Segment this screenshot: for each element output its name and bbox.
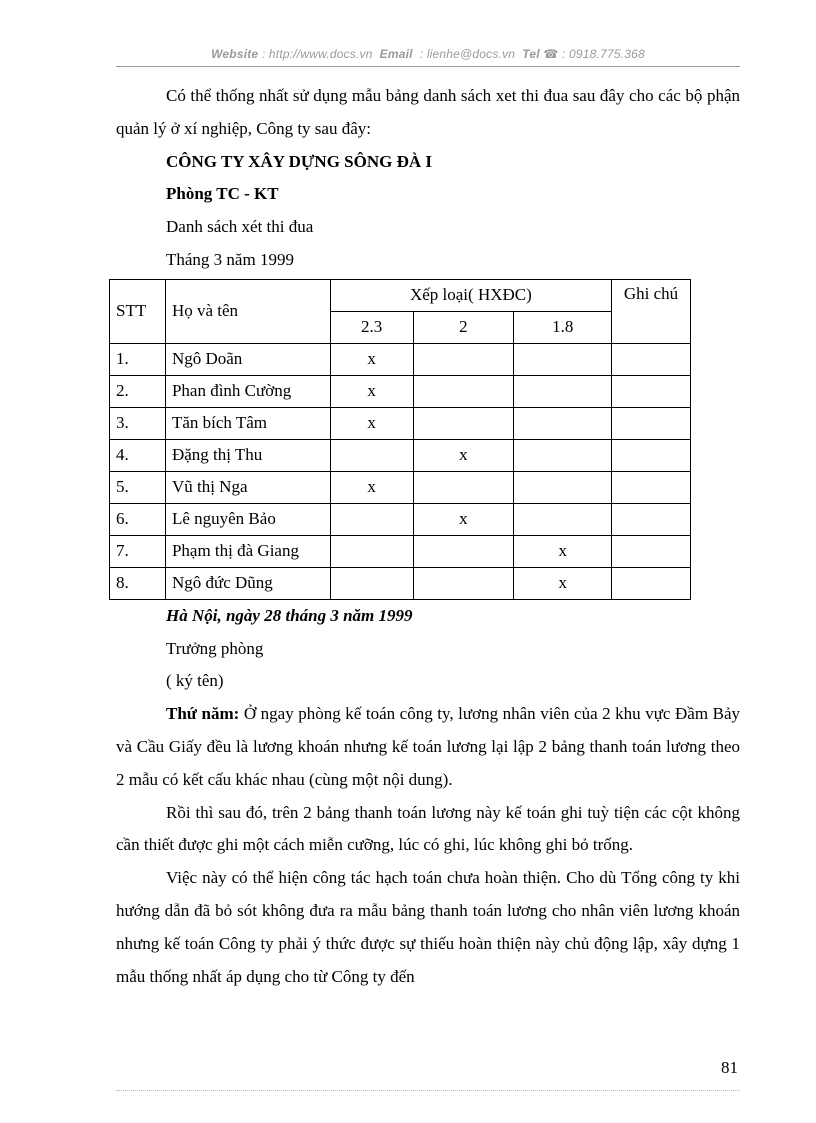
cell-name: Vũ thị Nga bbox=[165, 471, 330, 503]
cell-rank-3 bbox=[514, 407, 612, 439]
cell-rank-1: x bbox=[330, 343, 413, 375]
tel-value: ☎ : 0918.775.368 bbox=[543, 47, 645, 61]
cell-note bbox=[612, 407, 691, 439]
cell-rank-1: x bbox=[330, 471, 413, 503]
cell-rank-1 bbox=[330, 503, 413, 535]
cell-name: Tăn bích Tâm bbox=[165, 407, 330, 439]
header-divider bbox=[116, 66, 740, 67]
paragraph-5-text: Ở ngay phòng kế toán công ty, lương nhân viên của 2 khu vực Đầm Bảy và Cầu Giấy đều là lương khoán nhưng kế toán lương lại lập 2 bảng thanh toán lương theo 2 mẫu có kết cấu khác nhau (cùng một nội dung). bbox=[116, 704, 740, 789]
table-row bbox=[110, 535, 691, 567]
cell-stt: 7. bbox=[110, 535, 166, 567]
cell-rank-2: x bbox=[413, 439, 514, 471]
company-name: CÔNG TY XÂY DỰNG SÔNG ĐÀ I bbox=[166, 151, 433, 171]
paragraph-5 bbox=[116, 698, 740, 796]
tel-label: Tel bbox=[522, 47, 540, 61]
cell-rank-3 bbox=[514, 375, 612, 407]
sign-note: ( ký tên) bbox=[166, 671, 224, 691]
cell-note bbox=[612, 471, 691, 503]
cell-name: Phạm thị đà Giang bbox=[165, 535, 330, 567]
cell-note bbox=[612, 439, 691, 471]
cell-stt: 4. bbox=[110, 439, 166, 471]
subheader-rank-3: 1.8 bbox=[514, 311, 612, 343]
cell-rank-3 bbox=[514, 439, 612, 471]
cell-note bbox=[612, 343, 691, 375]
subheader-rank-2: 2 bbox=[413, 311, 514, 343]
cell-rank-3 bbox=[514, 343, 612, 375]
cell-name: Phan đình Cường bbox=[165, 375, 330, 407]
cell-rank-1: x bbox=[330, 375, 413, 407]
table-row bbox=[110, 407, 691, 439]
table-row bbox=[110, 567, 691, 599]
cell-rank-2 bbox=[413, 343, 514, 375]
cell-rank-1: x bbox=[330, 407, 413, 439]
table-row bbox=[110, 503, 691, 535]
paragraph-7: Việc này có thể hiện công tác hạch toán chưa hoàn thiện. Cho dù Tổng công ty khi hướng dẫn đã bỏ sót không đưa ra mẫu bảng thanh toán lương cho nhân viên lương khoán nhưng kế toán Công ty phải ý thức được sự thiếu hoàn thiện này chủ động lập, xây dựng 1 mẫu thống nhất áp dụng cho từ Công ty đến bbox=[116, 868, 740, 986]
intro-paragraph: Có thể thống nhất sử dụng mẫu bảng danh sách xet thi đua sau đây cho các bộ phận quản lý ở xí nghiệp, Công ty sau đây: bbox=[116, 86, 740, 138]
cell-rank-1 bbox=[330, 439, 413, 471]
page-header bbox=[116, 47, 740, 61]
table-row bbox=[110, 471, 691, 503]
footer-divider bbox=[116, 1090, 740, 1091]
table-row bbox=[110, 375, 691, 407]
cell-rank-2 bbox=[413, 471, 514, 503]
cell-rank-3: x bbox=[514, 567, 612, 599]
cell-rank-2 bbox=[413, 567, 514, 599]
email-value: : lienhe@docs.vn bbox=[419, 47, 516, 61]
header-note: Ghi chú bbox=[612, 279, 691, 343]
cell-stt: 1. bbox=[110, 343, 166, 375]
cell-rank-2 bbox=[413, 407, 514, 439]
table-header-row bbox=[110, 279, 691, 311]
cell-stt: 6. bbox=[110, 503, 166, 535]
cell-note bbox=[612, 375, 691, 407]
department-name: Phòng TC - KT bbox=[166, 184, 279, 204]
cell-rank-1 bbox=[330, 535, 413, 567]
header-name: Họ và tên bbox=[165, 279, 330, 343]
cell-rank-2 bbox=[413, 535, 514, 567]
email-label: Email bbox=[379, 47, 413, 61]
cell-rank-2: x bbox=[413, 503, 514, 535]
cell-rank-3 bbox=[514, 503, 612, 535]
document-body bbox=[116, 80, 740, 993]
cell-stt: 8. bbox=[110, 567, 166, 599]
cell-name: Lê nguyên Bảo bbox=[165, 503, 330, 535]
table-row bbox=[110, 343, 691, 375]
cell-note bbox=[612, 567, 691, 599]
cell-rank-3 bbox=[514, 471, 612, 503]
header-rank: Xếp loại( HXĐC) bbox=[330, 279, 611, 311]
cell-rank-2 bbox=[413, 375, 514, 407]
cell-rank-1 bbox=[330, 567, 413, 599]
list-title: Danh sách xét thi đua bbox=[166, 217, 314, 237]
cell-stt: 3. bbox=[110, 407, 166, 439]
website-label: Website bbox=[211, 47, 259, 61]
paragraph-5-label: Thứ năm: bbox=[166, 704, 240, 724]
ranking-table bbox=[109, 279, 691, 600]
paragraph-6: Rồi thì sau đó, trên 2 bảng thanh toán lương này kế toán ghi tuỳ tiện các cột không cần thiết được ghi một cách miễn cưỡng, lúc có ghi, lúc không ghi bỏ trống. bbox=[116, 802, 740, 855]
cell-name: Ngô đức Dũng bbox=[165, 567, 330, 599]
cell-note bbox=[612, 535, 691, 567]
cell-note bbox=[612, 503, 691, 535]
subheader-rank-1: 2.3 bbox=[330, 311, 413, 343]
signer-title: Trưởng phòng bbox=[166, 638, 264, 658]
header-stt: STT bbox=[110, 279, 166, 343]
place-date: Hà Nội, ngày 28 tháng 3 năm 1999 bbox=[166, 605, 413, 625]
cell-name: Ngô Doãn bbox=[165, 343, 330, 375]
cell-stt: 2. bbox=[110, 375, 166, 407]
cell-rank-3: x bbox=[514, 535, 612, 567]
list-month: Tháng 3 năm 1999 bbox=[166, 249, 294, 269]
cell-stt: 5. bbox=[110, 471, 166, 503]
page-number: 81 bbox=[721, 1058, 738, 1077]
table-row bbox=[110, 439, 691, 471]
cell-name: Đặng thị Thu bbox=[165, 439, 330, 471]
website-value: : http://www.docs.vn bbox=[261, 47, 373, 61]
